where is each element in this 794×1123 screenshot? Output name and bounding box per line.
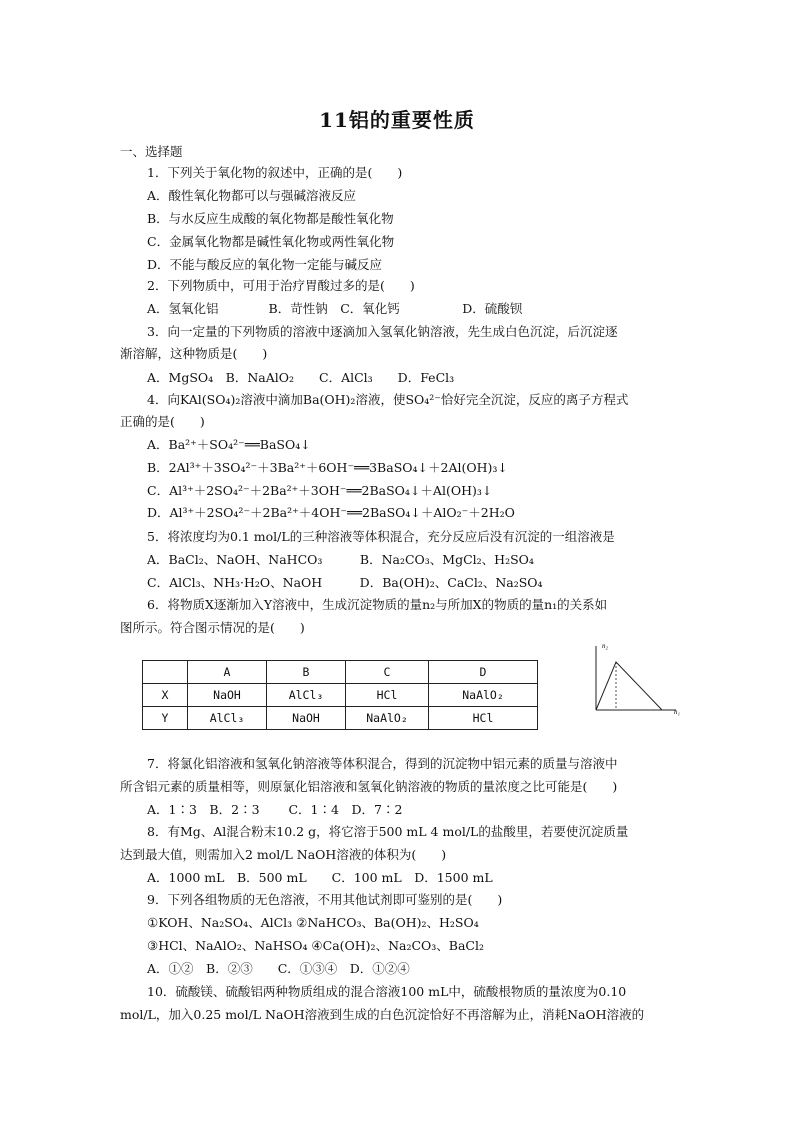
question-6-stem-line2: 图所示。符合图示情况的是( ) [120, 620, 305, 635]
question-7-stem-line1: 7．将氯化铝溶液和氢氧化钠溶液等体积混合，得到的沉淀物中铝元素的质量与溶液中 [147, 756, 618, 771]
question-3-stem-line1: 3．向一定量的下列物质的溶液中逐滴加入氢氧化钠溶液，先生成白色沉淀，后沉淀逐 [147, 324, 618, 339]
question-4-option-d: D．Al³⁺＋2SO₄²⁻＋2Ba²⁺＋4OH⁻══2BaSO₄↓＋AlO₂⁻＋2H₂O [147, 505, 515, 520]
question-8-stem-line2: 达到最大值，则需加入2 mol/L NaOH溶液的体积为( ) [120, 847, 447, 862]
question-3-stem-line2: 渐溶解，这种物质是( ) [120, 346, 268, 361]
table-cell: B [267, 661, 346, 684]
question-7-stem-line2: 所含铝元素的质量相等，则原氯化铝溶液和氢氧化钠溶液的物质的量浓度之比可能是( ) [120, 779, 618, 794]
table-cell: X [143, 684, 188, 707]
question-5-stem: 5．将浓度均为0.1 mol/L的三种溶液等体积混合，充分反应后没有沉淀的一组溶液是 [147, 529, 615, 544]
table-header-row [143, 661, 538, 684]
question-4-option-b: B．2Al³⁺＋3SO₄²⁻＋3Ba²⁺＋6OH⁻══3BaSO₄↓＋2Al(OH)₃↓ [147, 460, 508, 475]
section-heading: 一、选择题 [120, 144, 183, 159]
table-cell: D [429, 661, 538, 684]
x-axis-label: n₁ [674, 708, 680, 716]
table-cell: NaOH [188, 684, 267, 707]
question-6-stem-line1: 6．将物质X逐渐加入Y溶液中，生成沉淀物质的量n₂与所加X的物质的量n₁的关系如 [147, 597, 608, 612]
question-7-options: A．1∶3 B．2∶3 C．1∶4 D．7∶2 [147, 802, 403, 817]
question-1-option-c: C．金属氧化物都是碱性氧化物或两性氧化物 [147, 234, 395, 249]
question-3-options: A．MgSO₄ B．NaAlO₂ C．AlCl₃ D．FeCl₃ [147, 370, 455, 385]
curve [596, 662, 662, 710]
question-10-stem-line1: 10．硫酸镁、硫酸铝两种物质组成的混合溶液100 mL中，硫酸根物质的量浓度为0.10 [147, 984, 627, 999]
y-axis-label: n₂ [602, 642, 608, 650]
table-cell: NaAlO₂ [429, 684, 538, 707]
page-title: 11铝的重要性质 [319, 108, 475, 132]
table-cell: AlCl₃ [188, 707, 267, 730]
question-4-option-a: A．Ba²⁺＋SO₄²⁻══BaSO₄↓ [147, 437, 311, 452]
precipitate-graph [588, 640, 684, 718]
question-5-options-cd: C．AlCl₃、NH₃·H₂O、NaOH D．Ba(OH)₂、CaCl₂、Na₂SO₄ [147, 575, 543, 590]
table-cell: C [346, 661, 429, 684]
question-5-options-ab: A．BaCl₂、NaOH、NaHCO₃ B．Na₂CO₃、MgCl₂、H₂SO₄ [147, 552, 534, 567]
question-8-options: A．1000 mL B．500 mL C．100 mL D．1500 mL [147, 870, 493, 885]
table-cell: Y [143, 707, 188, 730]
question-1-option-d: D．不能与酸反应的氧化物一定能与碱反应 [147, 257, 383, 272]
table-cell [143, 661, 188, 684]
table-cell: NaAlO₂ [346, 707, 429, 730]
question-2-stem: 2．下列物质中，可用于治疗胃酸过多的是( ) [147, 278, 415, 293]
question-1-option-a: A．酸性氧化物都可以与强碱溶液反应 [147, 188, 357, 203]
question-10-stem-line2: mol/L，加入0.25 mol/L NaOH溶液到生成的白色沉淀恰好不再溶解为止，消耗NaOH溶液的 [120, 1007, 645, 1022]
question-8-stem-line1: 8．有Mg、Al混合粉末10.2 g，将它溶于500 mL 4 mol/L的盐酸里，若要使沉淀质量 [147, 824, 629, 839]
question-9-line1: ①KOH、Na₂SO₄、AlCl₃ ②NaHCO₃、Ba(OH)₂、H₂SO₄ [147, 915, 479, 930]
question-1-stem: 1．下列关于氧化物的叙述中，正确的是( ) [147, 165, 403, 180]
question-9-stem: 9．下列各组物质的无色溶液，不用其他试剂即可鉴别的是( ) [147, 892, 503, 907]
question-9-line2: ③HCl、NaAlO₂、NaHSO₄ ④Ca(OH)₂、Na₂CO₃、BaCl₂ [147, 938, 484, 953]
table-cell: NaOH [267, 707, 346, 730]
table-row [143, 684, 538, 707]
question-9-options: A．①② B．②③ C．①③④ D．①②④ [147, 961, 410, 976]
table-cell: HCl [429, 707, 538, 730]
question-4-option-c: C．Al³⁺＋2SO₄²⁻＋2Ba²⁺＋3OH⁻══2BaSO₄↓＋Al(OH)₃↓ [147, 483, 493, 498]
options-table [142, 660, 538, 730]
table-cell: HCl [346, 684, 429, 707]
question-4-stem-line1: 4．向KAl(SO₄)₂溶液中滴加Ba(OH)₂溶液，使SO₄²⁻恰好完全沉淀，反应的离子方程式 [147, 392, 629, 407]
table-cell: AlCl₃ [267, 684, 346, 707]
question-2-options: A．氢氧化铝 B．苛性钠 C．氧化钙 D．硫酸钡 [147, 301, 523, 316]
question-1-option-b: B．与水反应生成酸的氧化物都是酸性氧化物 [147, 211, 394, 226]
question-4-stem-line2: 正确的是( ) [120, 414, 205, 429]
table-cell: A [188, 661, 267, 684]
table-row [143, 707, 538, 730]
